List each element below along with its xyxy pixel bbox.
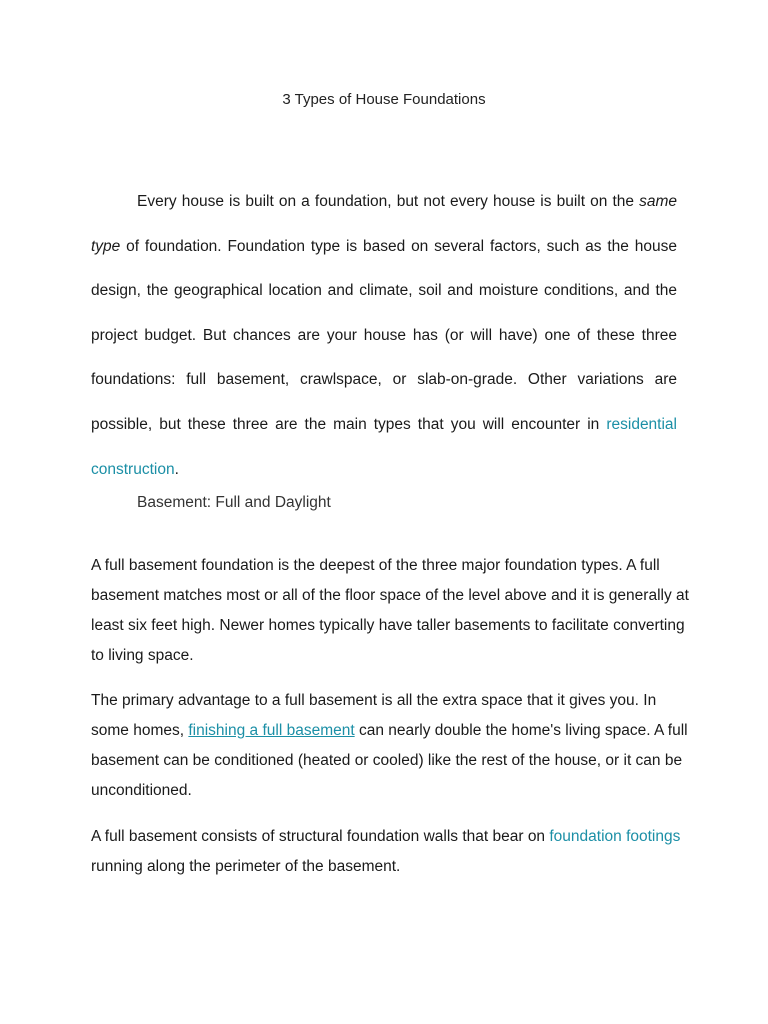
residential-construction-link[interactable]: residential construction [91,415,677,478]
paragraph-full-basement: A full basement foundation is the deepest of the three major foundation types. A full basement matches most or all of the floor space of the level above and it is generally at least six feet high. Newer homes typically have taller basements to facilitate converting to living space. [91,557,689,664]
paragraph-structure [91,822,691,882]
intro-emphasis: same type [91,193,677,255]
intro-text-1: Every house is built on a foundation, but not every house is built on the [137,193,640,210]
paragraph2-text-1: The primary advantage to a full basement is all the extra space that it gives you. In some homes, [91,692,657,739]
paragraph3-text-2: running along the perimeter of the basement. [91,858,401,875]
paragraph3-text-1: A full basement consists of structural foundation walls that bear on [91,828,550,845]
foundation-footings-link[interactable]: foundation footings [549,828,681,845]
paragraph2-text-2: can nearly double the home's living space. A full basement can be conditioned (heated or cooled) like the rest of the house, or it can be unconditioned. [91,722,688,799]
finishing-basement-link[interactable]: finishing a full basement [188,722,355,739]
intro-text-3: . [174,460,179,478]
intro-paragraph [91,180,677,492]
document-title: 3 Types of House Foundations [282,91,486,108]
intro-text-2: of foundation. Foundation type is based on several factors, such as the house design, the geographical location and climate, soil and moisture conditions, and the project budget. But chances are your house has (or will have) one of these three foundations: full basement, crawlspace, or slab-on-grade. Other variations are possible, but these three are the main types that you will encounter in [91,237,677,433]
section-subheading: Basement: Full and Daylight [137,494,331,511]
paragraph-advantage [91,686,691,806]
